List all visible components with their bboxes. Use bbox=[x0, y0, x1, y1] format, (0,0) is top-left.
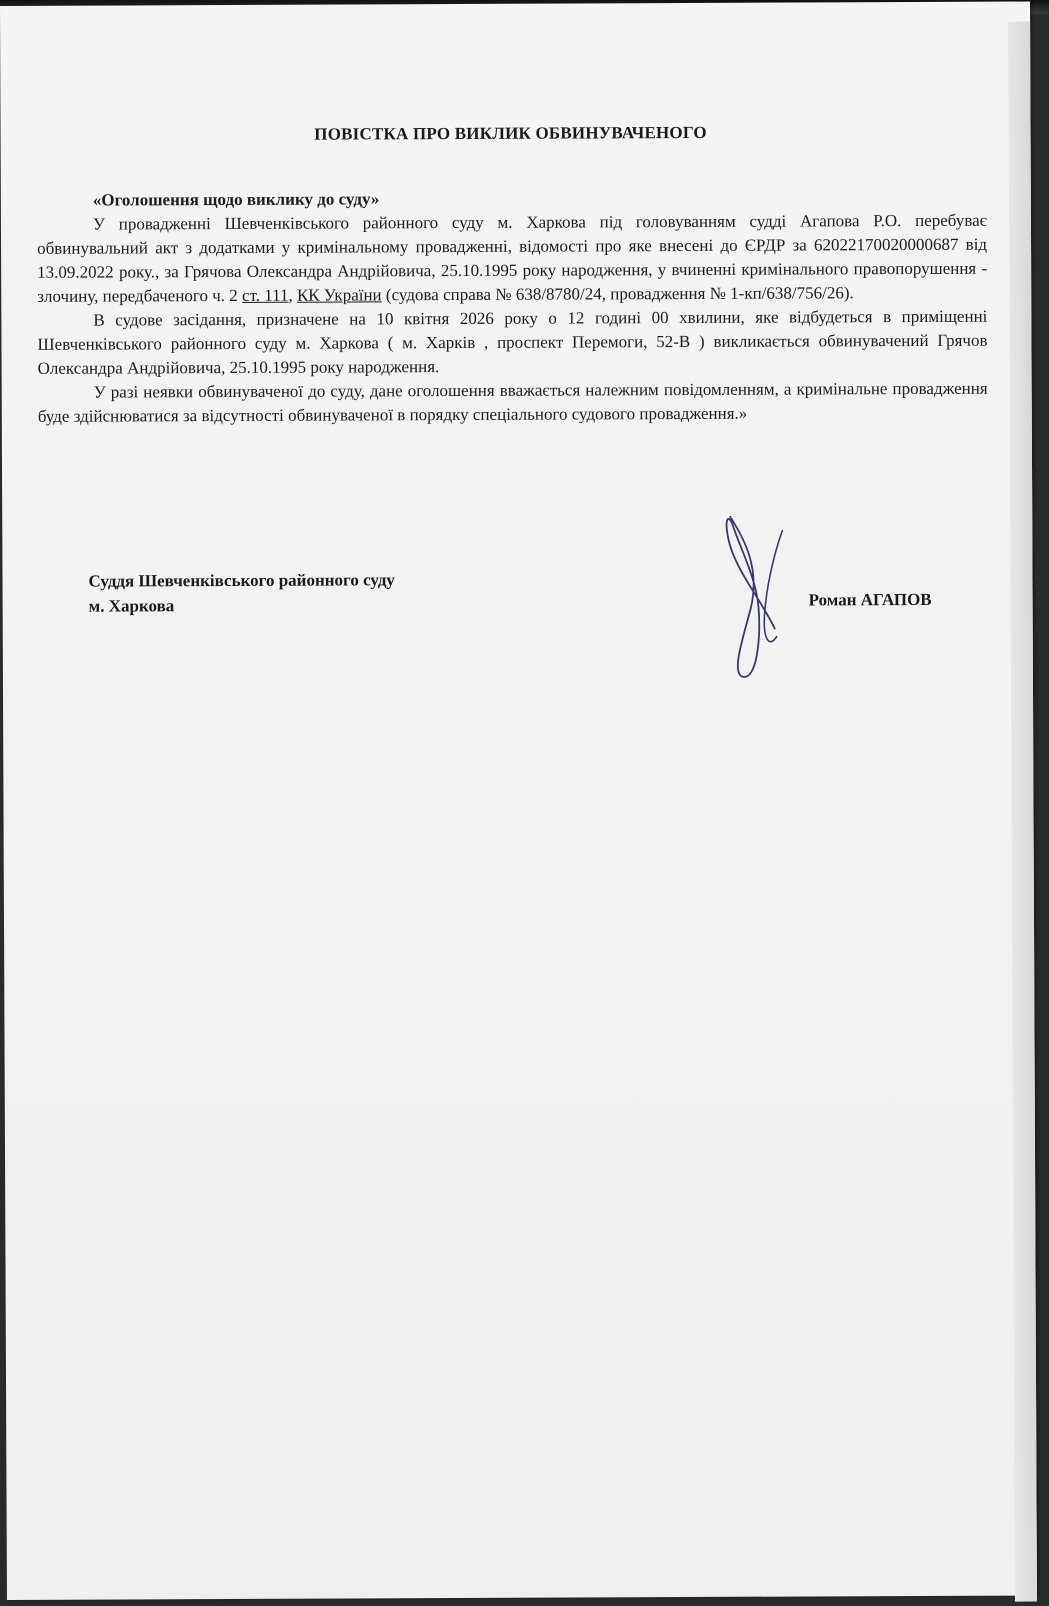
paragraph-hearing: В судове засідання, призначене на 10 квітня 2026 року о 12 годині 00 хвилини, яке відбудеться в приміщенні Шевченківського районного суду м. Харкова ( м. Харків , проспект Перемоги, 52-В ) викликається обвинувачений Грячов Олександра Андрійовича, 25.10.1995 року народження. bbox=[37, 306, 988, 378]
judge-position-line1: Суддя Шевченківського районного суду bbox=[88, 570, 395, 591]
announcement-heading: «Оголошення щодо виклику до суду» bbox=[92, 189, 380, 210]
judge-position bbox=[88, 567, 395, 618]
link-separator: , bbox=[288, 285, 297, 305]
criminal-code-link[interactable]: КК України bbox=[296, 285, 382, 305]
document-title: ПОВІСТКА ПРО ВИКЛИК ОБВИНУВАЧЕНОГО bbox=[314, 122, 707, 144]
signer-name: Роман АГАПОВ bbox=[808, 589, 932, 610]
page-edge bbox=[1008, 22, 1037, 1602]
article-link[interactable]: ст. 111 bbox=[241, 285, 289, 305]
case-numbers-text: (судова справа № 638/8780/24, провадження № 1-кп/638/756/26). bbox=[381, 283, 854, 305]
paragraph-proceedings-text: У провадженні Шевченківського районного суду м. Харкова під головуванням судді Агапова Р.О. перебуває обвинувальний акт з додатками у кримінальному провадженні, відомості про яке внесені до ЄРДР за 62022170020000687 від 13.09.2022 року., за Грячова Олександра Андрійовича, 25.10.1995 року народження, у вчиненні кримінального правопорушення - злочину, передбаченого ч. 2 bbox=[37, 210, 988, 306]
handwritten-signature bbox=[720, 509, 801, 681]
document-page bbox=[0, 2, 1037, 1600]
paragraph-absence: У разі неявки обвинуваченої до суду, дане оголошення вважається належним повідомленням, а кримінальне провадження буде здійснюватися за відсутності обвинуваченої в порядку спеціального судового провадження.» bbox=[37, 378, 988, 426]
document-body bbox=[37, 185, 988, 429]
paragraph-proceedings bbox=[37, 209, 987, 309]
judge-position-line2: м. Харкова bbox=[88, 596, 175, 616]
